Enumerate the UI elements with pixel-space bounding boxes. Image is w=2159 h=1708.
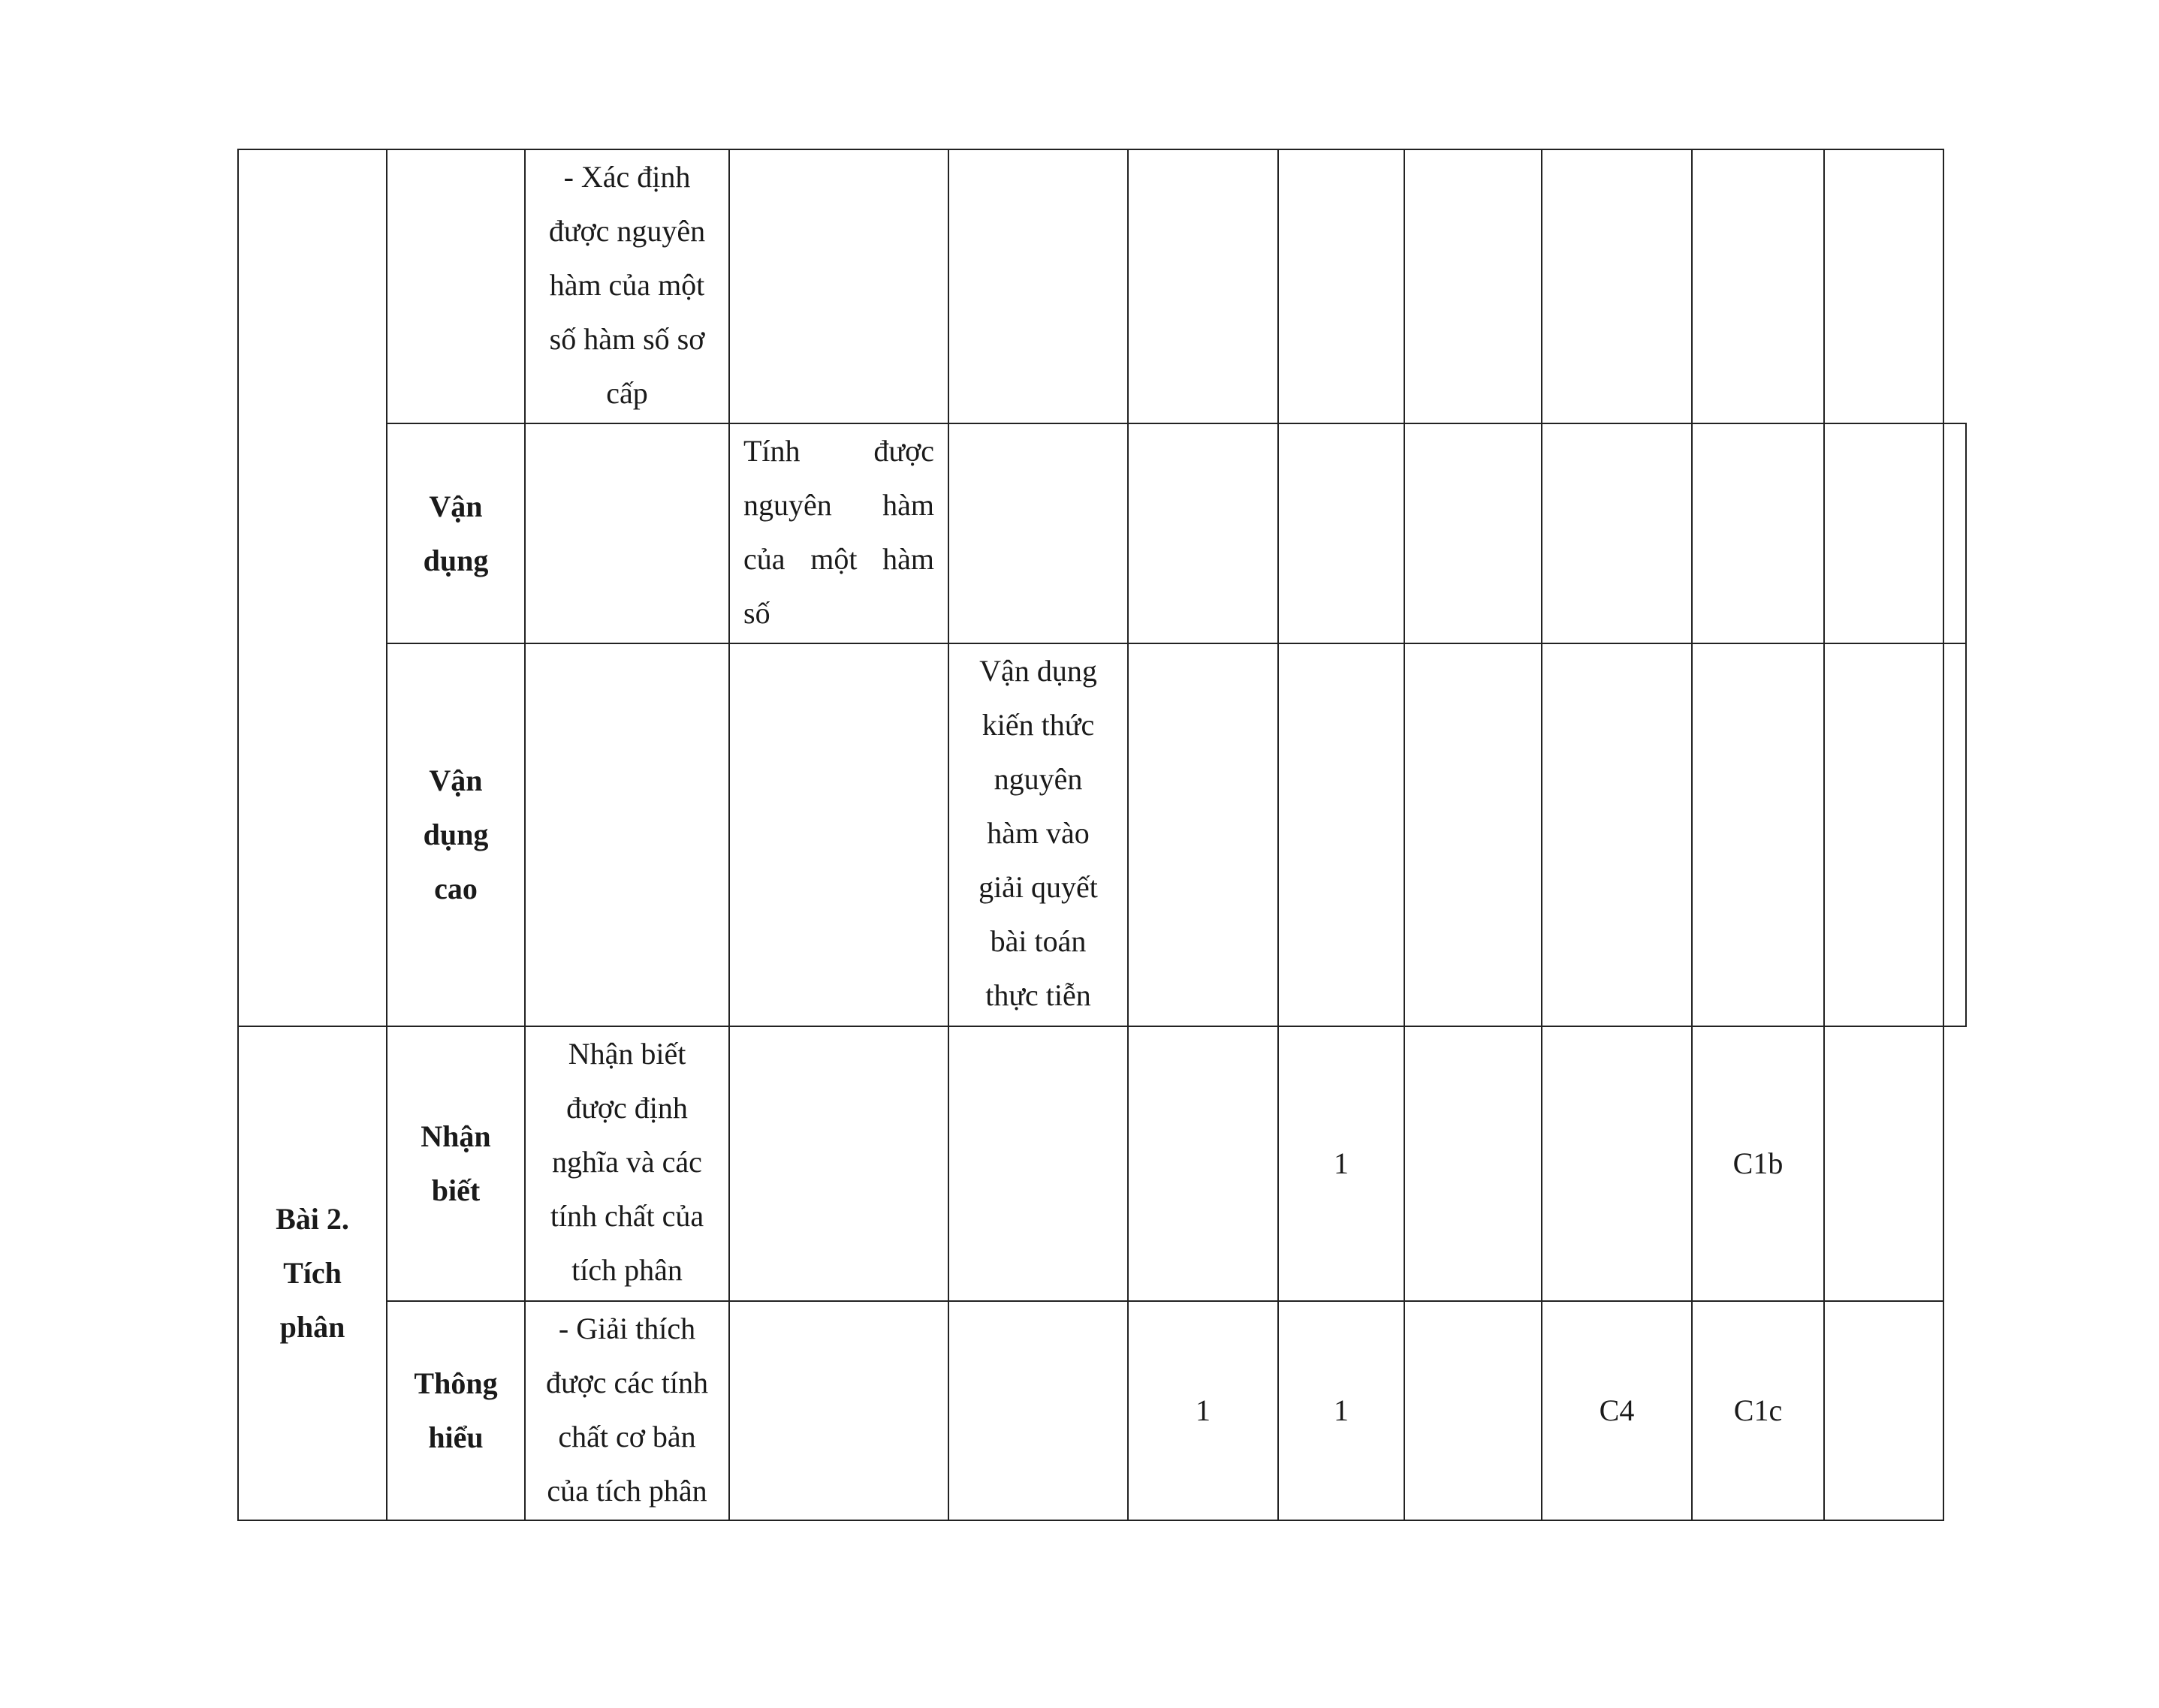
empty-cell [1692, 423, 1824, 643]
level-cell: Thông hiểu [387, 1301, 525, 1520]
empty-cell [948, 423, 1128, 643]
empty-cell [1824, 1301, 1943, 1520]
empty-cell [1128, 423, 1278, 643]
table-row [238, 1301, 1966, 1520]
empty-cell [1404, 1026, 1542, 1301]
level-cell: Nhận biết [387, 1026, 525, 1301]
empty-cell [1128, 1026, 1278, 1301]
empty-cell [1542, 423, 1692, 643]
question-code-cell: C1c [1692, 1301, 1824, 1520]
table-row [238, 643, 1966, 1026]
topic-cell-empty [238, 149, 387, 1026]
assessment-matrix-table [237, 149, 1967, 1521]
empty-cell [1824, 1026, 1943, 1301]
empty-cell [525, 423, 729, 643]
empty-cell [729, 1301, 948, 1520]
empty-cell [948, 1026, 1128, 1301]
empty-cell [1404, 423, 1542, 643]
empty-cell [1824, 149, 1943, 423]
table-row [238, 1026, 1966, 1301]
empty-cell [525, 643, 729, 1026]
empty-cell [1278, 423, 1404, 643]
empty-cell [948, 149, 1128, 423]
topic-cell: Bài 2. Tích phân [238, 1026, 387, 1520]
empty-cell [729, 643, 948, 1026]
description-cell [729, 423, 948, 643]
level-cell-empty [387, 149, 525, 423]
level-cell: Vận dụng [387, 423, 525, 643]
empty-cell [1404, 149, 1542, 423]
count-cell: 1 [1278, 1026, 1404, 1301]
count-cell: 1 [1278, 1301, 1404, 1520]
question-code-cell: C4 [1542, 1301, 1692, 1520]
empty-cell [1128, 643, 1278, 1026]
count-cell: 1 [1128, 1301, 1278, 1520]
empty-cell [1542, 643, 1692, 1026]
empty-cell [948, 1301, 1128, 1520]
empty-cell [1692, 149, 1824, 423]
empty-cell [1943, 423, 1966, 643]
empty-cell [1824, 423, 1943, 643]
empty-cell [1692, 643, 1824, 1026]
description-cell: - Xác định được nguyên hàm của một số hàm số sơ cấp [525, 149, 729, 423]
empty-cell [1943, 643, 1966, 1026]
table-row [238, 423, 1966, 643]
empty-cell [1404, 1301, 1542, 1520]
empty-cell [1542, 149, 1692, 423]
empty-cell [1278, 149, 1404, 423]
empty-cell [1278, 643, 1404, 1026]
question-code-cell: C1b [1692, 1026, 1824, 1301]
description-cell: - Giải thích được các tính chất cơ bản của tích phân [525, 1301, 729, 1520]
description-cell: Nhận biết được định nghĩa và các tính chất của tích phân [525, 1026, 729, 1301]
table-row [238, 149, 1966, 423]
empty-cell [1404, 643, 1542, 1026]
empty-cell [729, 149, 948, 423]
empty-cell [1128, 149, 1278, 423]
empty-cell [1824, 643, 1943, 1026]
level-cell: Vận dụng cao [387, 643, 525, 1026]
empty-cell [729, 1026, 948, 1301]
description-cell: Vận dụng kiến thức nguyên hàm vào giải quyết bài toán thực tiễn [948, 643, 1128, 1026]
description-text: Tính được nguyên hàm của một hàm [743, 434, 934, 576]
empty-cell [1542, 1026, 1692, 1301]
description-text-last: số [743, 596, 770, 630]
